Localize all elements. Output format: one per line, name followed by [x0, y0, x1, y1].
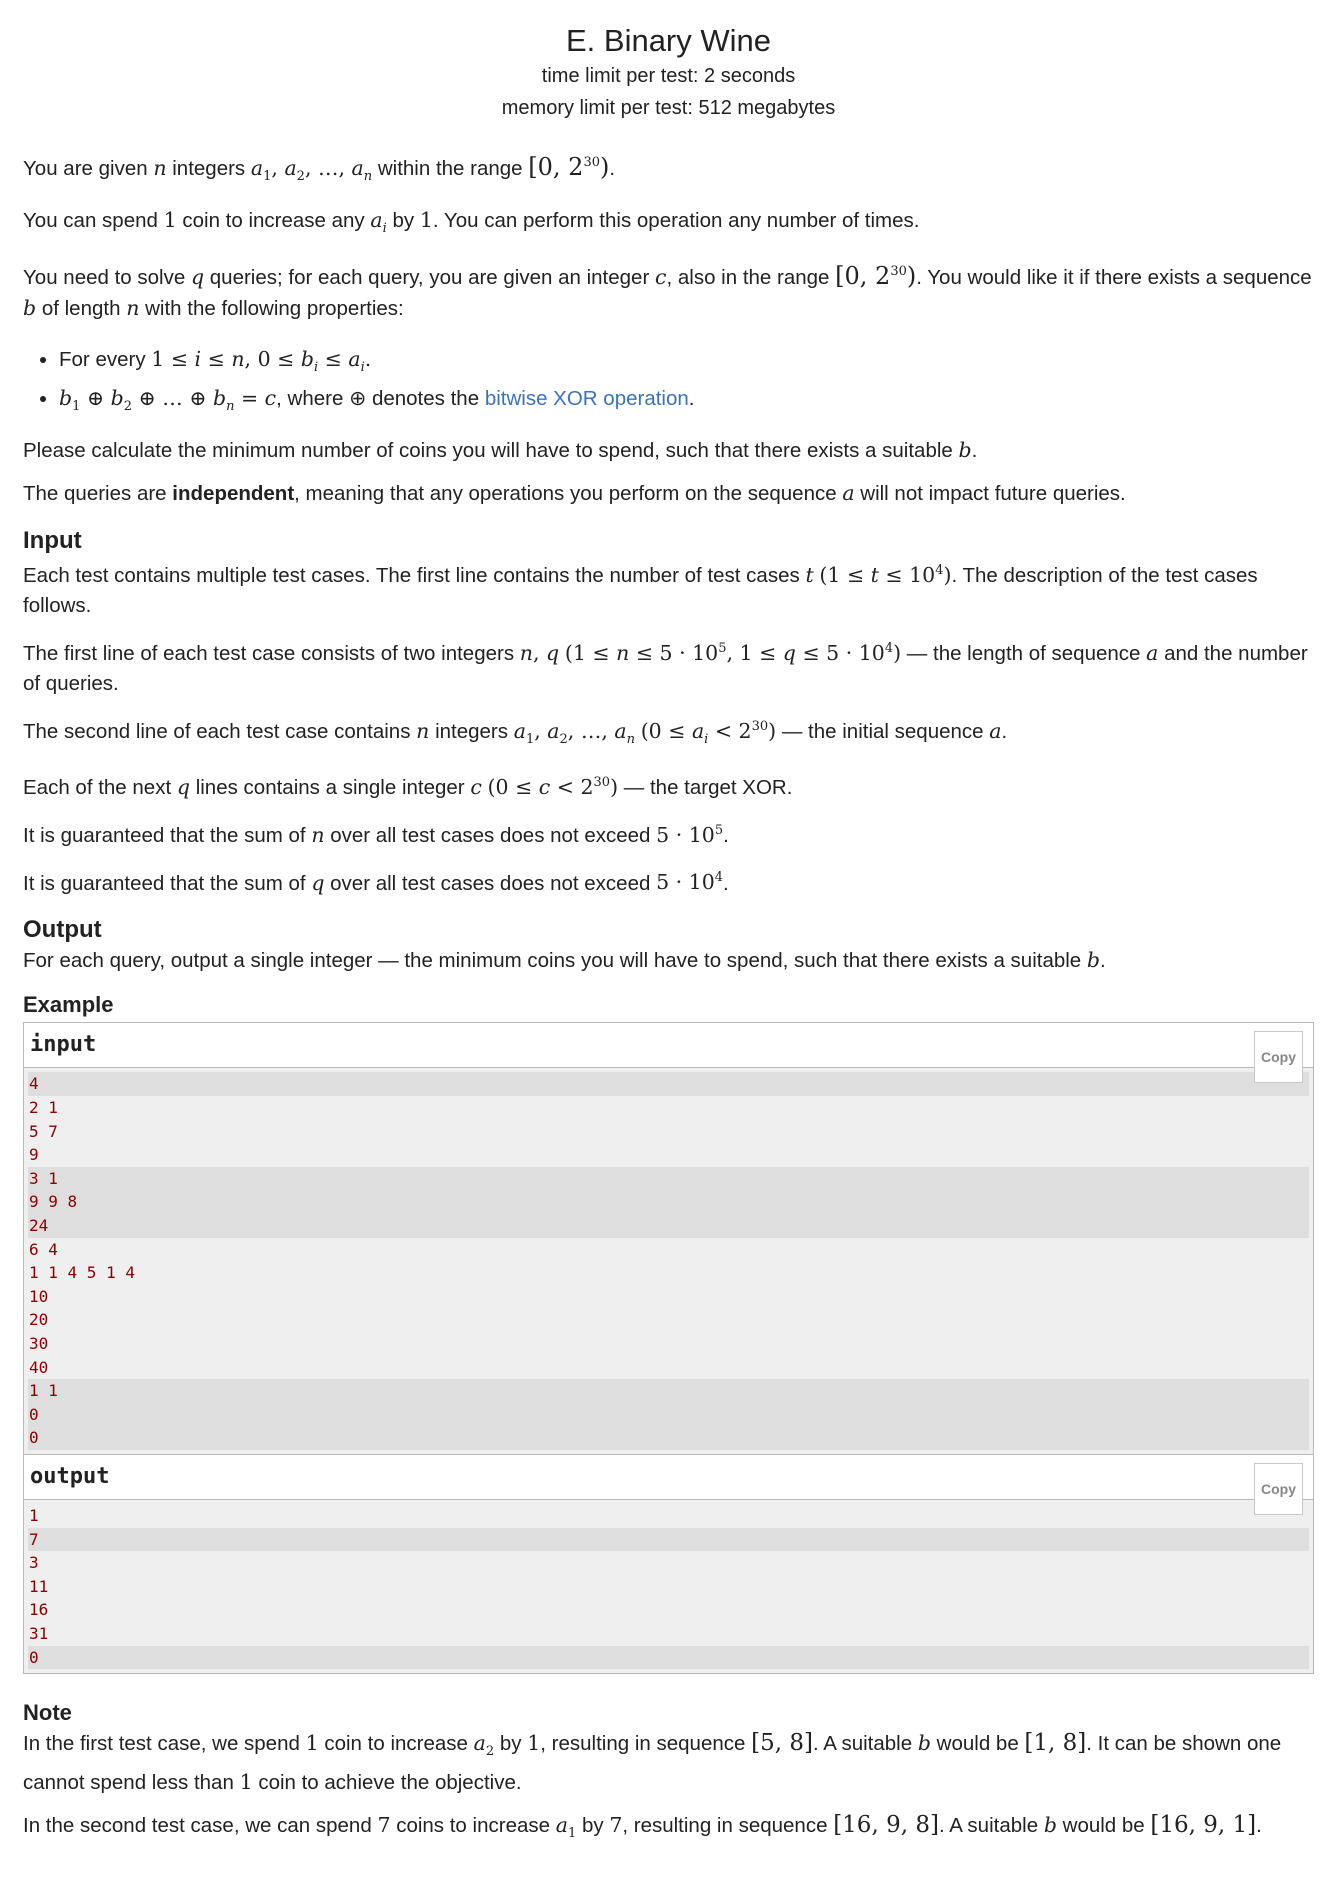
note-paragraph-1: In the first test case, we spend 1 coin to increase $a_2$ by 1, resulting in sequence [5, 8]. A suitable b would be [1, 8]. It can be shown one cannot spend less than 1 coin to achieve the objective.	[23, 1730, 1282, 1795]
list-item: • For every 1 ≤ i ≤ n, $0 \le b_i \le a_i$.	[59, 344, 1314, 383]
legend-paragraph-2: You can spend 1 coin to increase any $a_i$ by 1. You can perform this operation any number of times.	[23, 208, 920, 237]
input-paragraph-3: The second line of each test case contains n integers $a_1$, $a_2$, …, $a_n$ $(0 \le a_i < 2^{30})$ — the initial sequence a.	[23, 718, 1008, 747]
example-output-box	[23, 1455, 1314, 1674]
input-paragraph-6: It is guaranteed that the sum of q over all test cases does not exceed $5 \cdot 10^4$.	[23, 870, 729, 895]
input-line: 2 1	[28, 1096, 1309, 1120]
output-line: 31	[28, 1622, 1309, 1646]
list-item: • $b_1$ ⊕ $b_2$ ⊕ … ⊕ $b_n = c$, where ⊕ denotes the bitwise XOR operation.	[59, 383, 1314, 422]
example-input-header	[24, 1023, 1313, 1068]
input-paragraph-4: Each of the next q lines contains a single integer c $(0 \le c < 2^{30})$ — the target XOR.	[23, 774, 793, 799]
input-heading: Input	[23, 527, 82, 555]
input-line: 24	[28, 1214, 1309, 1238]
input-line: 20	[28, 1308, 1309, 1332]
bitwise-xor-link[interactable]: bitwise XOR operation	[484, 387, 689, 411]
example-input-label: input	[30, 1032, 97, 1058]
example-output-content	[24, 1500, 1313, 1673]
output-line: 11	[28, 1575, 1309, 1599]
legend-paragraph-1: You are given n integers $a_1$, $a_2$, …, $a_n$ within the range [0, $2^{30}$).	[23, 153, 616, 185]
output-line: 7	[28, 1528, 1309, 1552]
input-line: 0	[28, 1403, 1309, 1427]
input-paragraph-2: The first line of each test case consists of two integers n, q ($1 \le n \le 5 \cdot 10^5$, $1 \le q \le 5 \cdot 10^4$) — the length of sequence a and the number of queries.	[23, 641, 1308, 696]
input-line: 6 4	[28, 1238, 1309, 1262]
problem-title: E. Binary Wine	[565, 23, 771, 58]
output-heading: Output	[23, 916, 102, 944]
output-line: 1	[28, 1504, 1309, 1528]
example-heading: Example	[23, 992, 114, 1018]
input-line: 4	[28, 1072, 1309, 1096]
copy-input-button[interactable]: Copy	[1254, 1031, 1303, 1083]
output-line: 16	[28, 1598, 1309, 1622]
example-output-label: output	[30, 1463, 110, 1489]
memory-limit: memory limit per test: 512 megabytes	[501, 97, 836, 119]
input-line: 5 7	[28, 1120, 1309, 1144]
example-input-content	[24, 1068, 1313, 1454]
properties-list	[23, 344, 1314, 422]
legend-paragraph-3: You need to solve q queries; for each query, you are given an integer c, also in the range [0, $2^{30}$). You would like it if there exists a sequence b of length n with the following properties:	[23, 262, 1312, 321]
legend-paragraph-4: Please calculate the minimum number of coins you will have to spend, such that there exists a suitable b.	[23, 438, 978, 463]
input-line: 10	[28, 1285, 1309, 1309]
output-paragraph-1: For each query, output a single integer — the minimum coins you will have to spend, such that there exists a suitable b.	[23, 948, 1106, 973]
note-paragraph-2: In the second test case, we can spend 7 coins to increase $a_1$ by 7, resulting in sequence [16, 9, 8]. A suitable b would be [16, 9, 1].	[23, 1812, 1262, 1842]
input-line: 1 1	[28, 1379, 1309, 1403]
time-limit: time limit per test: 2 seconds	[541, 65, 796, 87]
output-line: 3	[28, 1551, 1309, 1575]
input-paragraph-1: Each test contains multiple test cases. The first line contains the number of test cases t $(1 \le t \le 10^4)$. The description of the test cases follows.	[23, 563, 1258, 618]
output-line: 0	[28, 1646, 1309, 1670]
note-heading: Note	[23, 1700, 72, 1726]
input-line: 30	[28, 1332, 1309, 1356]
example-input-box	[23, 1022, 1314, 1455]
input-line: 3 1	[28, 1167, 1309, 1191]
input-paragraph-5: It is guaranteed that the sum of n over all test cases does not exceed $5 \cdot 10^5$.	[23, 822, 729, 847]
input-line: 40	[28, 1356, 1309, 1380]
input-line: 9 9 8	[28, 1190, 1309, 1214]
input-line: 1 1 4 5 1 4	[28, 1261, 1309, 1285]
copy-output-button[interactable]: Copy	[1254, 1463, 1303, 1515]
example-output-header	[24, 1455, 1313, 1500]
input-line: 9	[28, 1143, 1309, 1167]
input-line: 0	[28, 1426, 1309, 1450]
legend-paragraph-5: The queries are independent, meaning that any operations you perform on the sequence a will not impact future queries.	[23, 481, 1126, 506]
